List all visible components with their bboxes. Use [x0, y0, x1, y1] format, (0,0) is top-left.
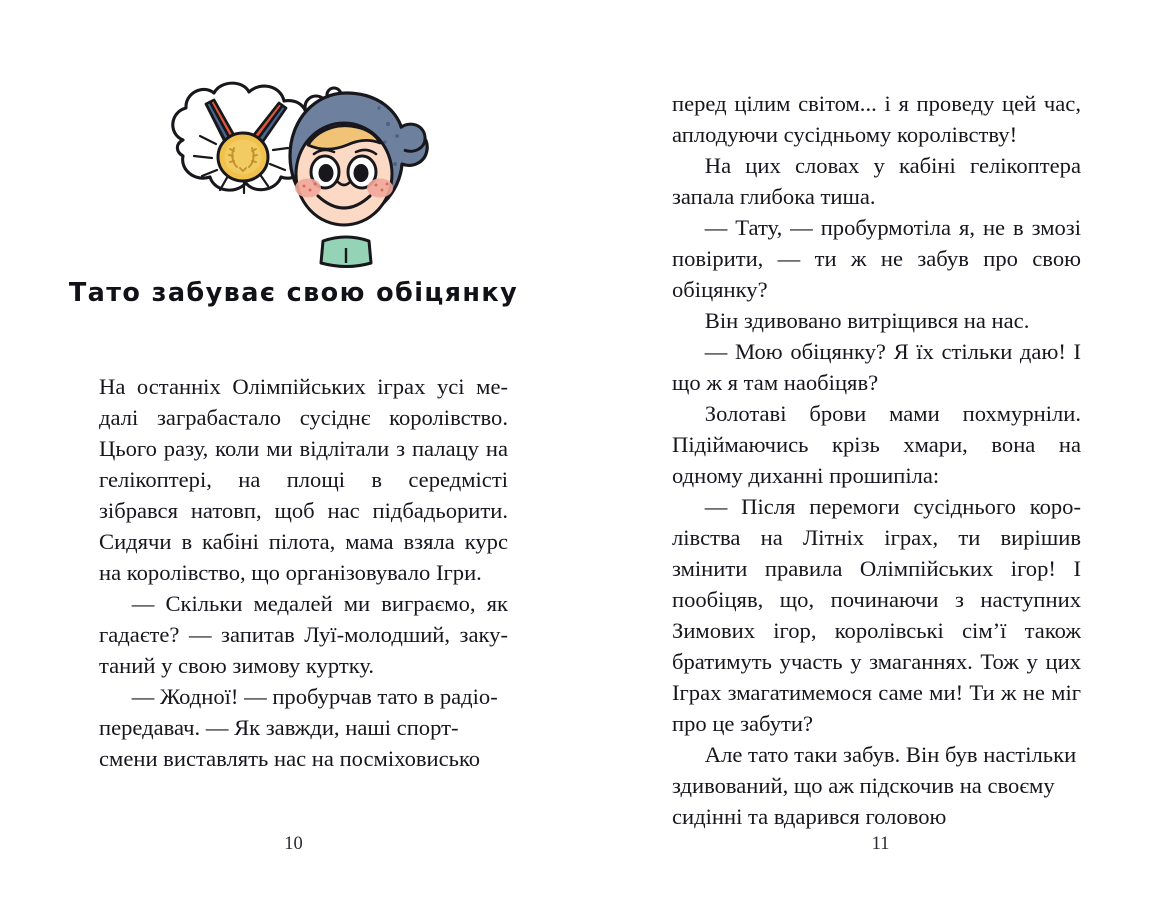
- paragraph: — Мою обіцянку? Я їх стільки даю! І що ж я там наобіцяв?: [672, 339, 1081, 395]
- right-page: [587, 0, 1174, 903]
- right-page-text-column: [672, 88, 1081, 832]
- paragraph: — Тату, — пробурмотіла я, не в змозі повірити, — ти ж не забув про свою обіцянку?: [672, 215, 1081, 302]
- chapter-illustration: [148, 78, 438, 273]
- paragraph: — Скільки медалей ми виграємо, як гадаєте? — запитав Луї-молодший, закутаний у свою зимову куртку.: [99, 591, 508, 678]
- paragraph: — Жодної! — пробурчав тато в радіопередавач. — Як завжди, наші спортсмени виставлять нас на посміховисько: [99, 684, 498, 771]
- chapter-title: Тато забуває свою обіцянку: [68, 278, 519, 308]
- paragraph: Але тато таки забув. Він був настільки здивований, що аж підскочив на своєму сидінні та вдарився головою: [672, 742, 1077, 829]
- paragraph: Золотаві брови мами похмурніли. Підіймаючись крізь хмари, вона на одному диханні прошипіла:: [672, 401, 1081, 488]
- left-page-text-column: [99, 371, 508, 774]
- page-number-left: 10: [284, 834, 303, 854]
- paragraph: На цих словах у кабіні гелікоптера запала глибока тиша.: [672, 153, 1081, 209]
- paragraph: Він здивовано витріщився на нас.: [704, 308, 1030, 333]
- boy-character-icon: [290, 93, 427, 267]
- paragraph: — Після перемоги сусіднього королівства на Літніх іграх, ти вирішив змінити правила Олімпійських ігор! І пообіцяв, що, починаючи з наступних Зимових ігор, королівські сім’ї також братимуть участь у змаганнях. Тож у цих Іграх змагатимемося саме ми! Ти ж не міг про це забути?: [672, 494, 1081, 736]
- gold-medal-icon: [218, 133, 268, 181]
- paragraph: перед цілим світом... і я проведу цей час, аплодуючи сусідньому королівству!: [672, 91, 1081, 147]
- paragraph: На останніх Олімпійських іграх усі медалі заграбастало сусіднє королівство. Цього разу, коли ми відлітали з палацу на гелікоптері, на площі в середмісті зібрався натовп, щоб нас підбадьорити. Сидячи в кабіні пілота, мама взяла курс на королівство, що організовувало Ігри.: [99, 374, 508, 585]
- page-number-right: 11: [871, 834, 890, 854]
